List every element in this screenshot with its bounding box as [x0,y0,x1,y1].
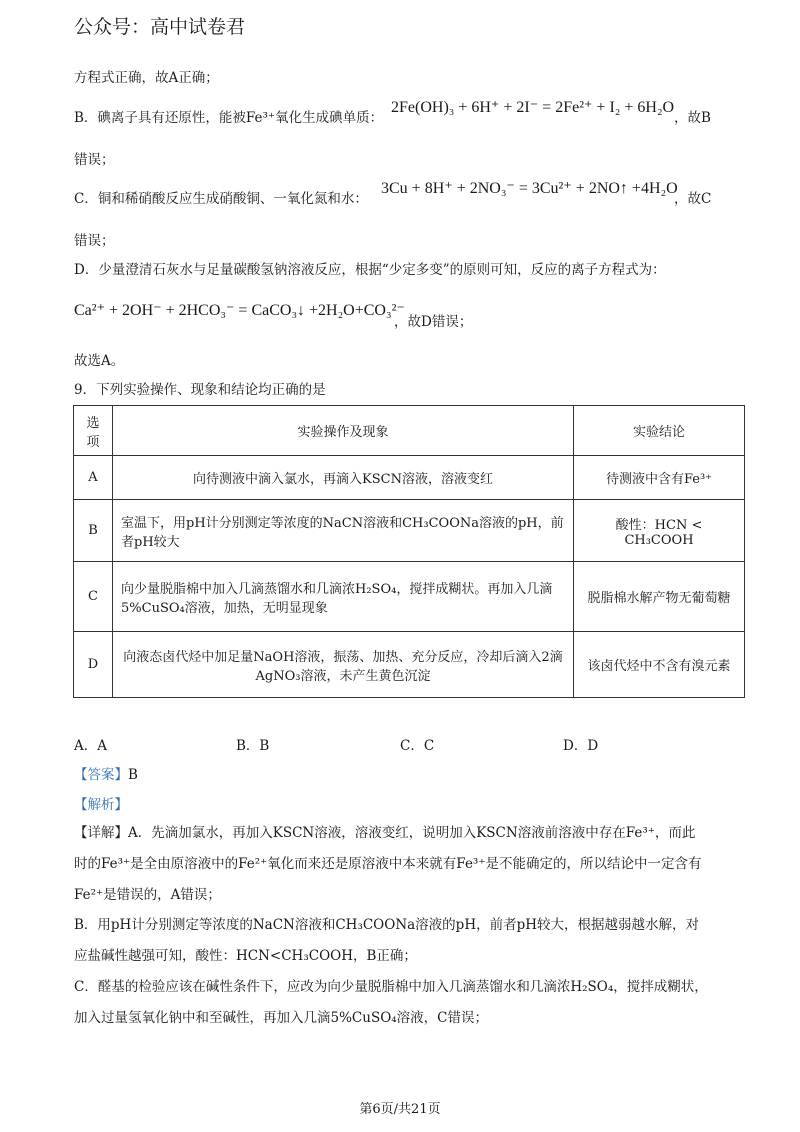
prev-b-wrong: 错误； [74,152,115,168]
choice-a: A．A [74,738,107,754]
prev-c-equation: 3Cu + 8H⁺ + 2NO₃⁻ = 3Cu²⁺ + 2NO↑ +4H₂O [381,180,678,197]
detail-line-5: 应盐碱性越强可知，酸性：HCN<CH₃COOH，B正确； [74,948,417,964]
prev-d-equation: Ca²⁺ + 2OH⁻ + 2HCO₃⁻ = CaCO₃↓ +2H₂O+CO₃²⁻ [74,302,405,319]
row-operation: 向液态卤代烃中加足量NaOH溶液，振荡、加热、充分反应，冷却后滴入2滴AgNO₃溶液，未产生黄色沉淀 [113,632,574,698]
prev-choose: 故选A。 [74,353,125,369]
choice-b: B．B [236,738,270,754]
table-row [74,456,745,500]
prev-c-text: C．铜和稀硝酸反应生成硝酸铜、一氧化氮和水： [74,191,368,207]
prev-c-wrong: 错误； [74,233,115,249]
detail-line-2: 时的Fe³⁺是全由原溶液中的Fe²⁺氧化而来还是原溶液中本来就有Fe³⁺是不能确定的，所以结论中一定含有 [74,856,702,872]
analysis-label: 【解析】 [74,797,128,813]
answer-label: 【答案】 [74,767,128,783]
row-conclusion: 待测液中含有Fe³⁺ [574,456,745,500]
answer-value: B [128,767,138,783]
prev-d-text: D．少量澄清石灰水与足量碳酸氢钠溶液反应，根据“少定多变”的原则可知，反应的离子方程式为： [74,262,666,278]
prev-b-tail: ，故B [674,110,711,126]
table-row [74,632,745,698]
header-operation: 实验操作及现象 [113,406,574,456]
detail-line-6: C．醛基的检验应该在碱性条件下，应改为向少量脱脂棉中加入几滴蒸馏水和几滴浓H₂SO₄，搅拌成糊状， [74,979,708,995]
prev-b-equation: 2Fe(OH)₃ + 6H⁺ + 2I⁻ = 2Fe²⁺ + I₂ + 6H₂O [391,99,675,116]
row-operation: 室温下，用pH计分别测定等浓度的NaCN溶液和CH₃COONa溶液的pH，前者pH较大 [113,500,574,562]
prev-b-text: B．碘离子具有还原性，能被Fe³⁺氧化生成碘单质： [74,110,384,126]
header-conclusion: 实验结论 [574,406,745,456]
choice-c: C．C [400,738,435,754]
prev-d-tail: ，故D错误； [394,314,473,330]
question-stem: 9．下列实验操作、现象和结论均正确的是 [74,382,326,398]
detail-line-1: 【详解】A．先滴加氯水，再加入KSCN溶液，溶液变红，说明加入KSCN溶液前溶液中存在Fe³⁺，而此 [74,825,696,841]
prev-line-a: 方程式正确，故A正确； [74,70,219,86]
table-row [74,562,745,632]
row-conclusion: 该卤代烃中不含有溴元素 [574,632,745,698]
detail-line-3: Fe²⁺是错误的，A错误； [74,887,221,903]
answer-line [74,763,138,783]
table-header-row [74,406,745,456]
table-row [74,500,745,562]
detail-line-7: 加入过量氢氧化钠中和至碱性，再加入几滴5%CuSO₄溶液，C错误； [74,1010,488,1026]
row-conclusion: 脱脂棉水解产物无葡萄糖 [574,562,745,632]
row-option: A [74,456,113,500]
row-operation: 向待测液中滴入氯水，再滴入KSCN溶液，溶液变红 [113,456,574,500]
row-operation: 向少量脱脂棉中加入几滴蒸馏水和几滴浓H₂SO₄，搅拌成糊状。再加入几滴5%CuSO₄溶液，加热，无明显现象 [113,562,574,632]
row-conclusion: 酸性：HCN < CH₃COOH [574,500,745,562]
prev-c-tail: ，故C [674,191,712,207]
header-option: 选项 [74,406,113,456]
row-option: D [74,632,113,698]
header-title: 公众号：高中试卷君 [74,16,246,38]
detail-line-4: B．用pH计分别测定等浓度的NaCN溶液和CH₃COONa溶液的pH，前者pH较大，根据越弱越水解，对 [74,917,700,933]
experiment-table [73,405,745,698]
choice-d: D．D [563,738,599,754]
row-option: C [74,562,113,632]
page-number: 第6页/共21页 [359,1102,441,1117]
row-option: B [74,500,113,562]
